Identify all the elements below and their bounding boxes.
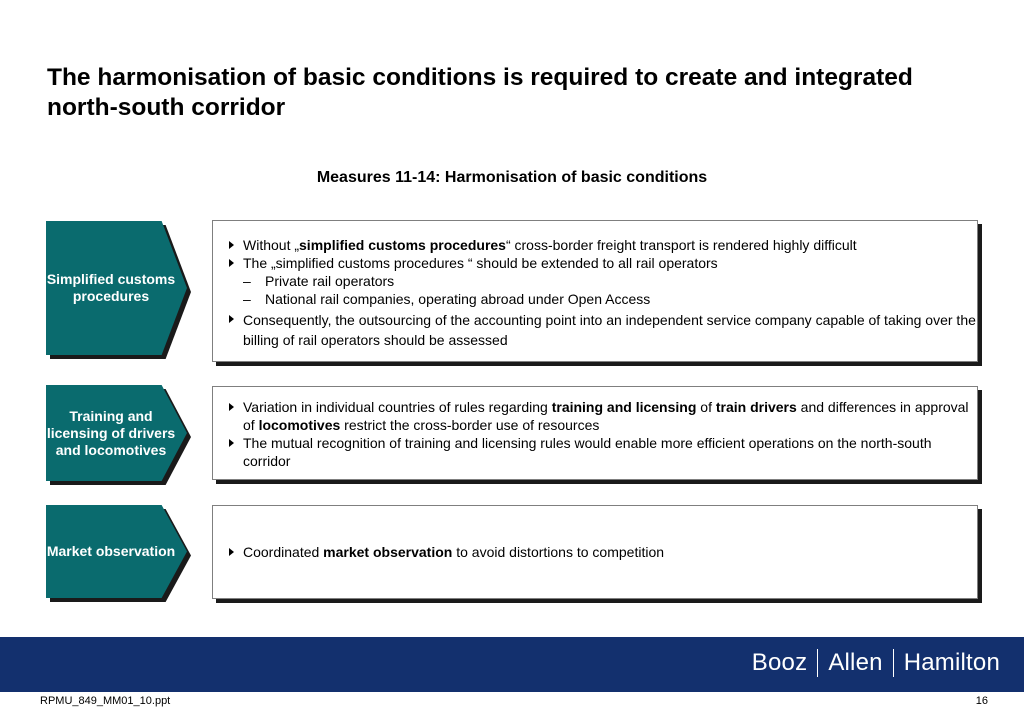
booz-allen-hamilton-logo: Booz Allen Hamilton: [751, 649, 1000, 676]
file-name: RPMU_849_MM01_10.ppt: [40, 695, 171, 707]
list-item: Coordinated market observation to avoid distortions to competition: [213, 543, 977, 561]
footer-band: [0, 637, 1024, 692]
list-item: Without „simplified customs procedures“ cross-border freight transport is rendered highly difficult: [213, 236, 977, 254]
page-number: 16: [975, 695, 988, 707]
list-item: Variation in individual countries of rules regarding training and licensing of train drivers and differences in approval of locomotives restrict the cross-border use of resources: [213, 398, 977, 434]
list-item: The mutual recognition of training and licensing rules would enable more efficient operations on the north-south corridor: [213, 434, 977, 470]
tab-market-observation: [46, 505, 191, 598]
list-subitem: – National rail companies, operating abroad under Open Access: [213, 290, 977, 308]
customs-measures-box: [212, 220, 978, 362]
tab-simplified-customs: [46, 221, 191, 355]
tab-label: Market observation: [46, 543, 176, 559]
tab-label: Simplified customs procedures: [46, 271, 176, 304]
training-measures-box: [212, 386, 978, 480]
list-subitem: – Private rail operators: [213, 272, 977, 290]
list-item: The „simplified customs procedures “ should be extended to all rail operators: [213, 254, 977, 272]
tab-training-licensing: [46, 385, 191, 481]
list-item: Consequently, the outsourcing of the accounting point into an independent service company capable of taking over the billing of rail operators should be assessed: [213, 310, 977, 350]
section-subtitle: Measures 11-14: Harmonisation of basic conditions: [316, 169, 708, 186]
tab-label: Training and licensing of drivers and locomotives: [46, 407, 176, 458]
market-measures-box: [212, 505, 978, 599]
slide-title: The harmonisation of basic conditions is required to create and integrated north-south corridor: [47, 64, 913, 121]
